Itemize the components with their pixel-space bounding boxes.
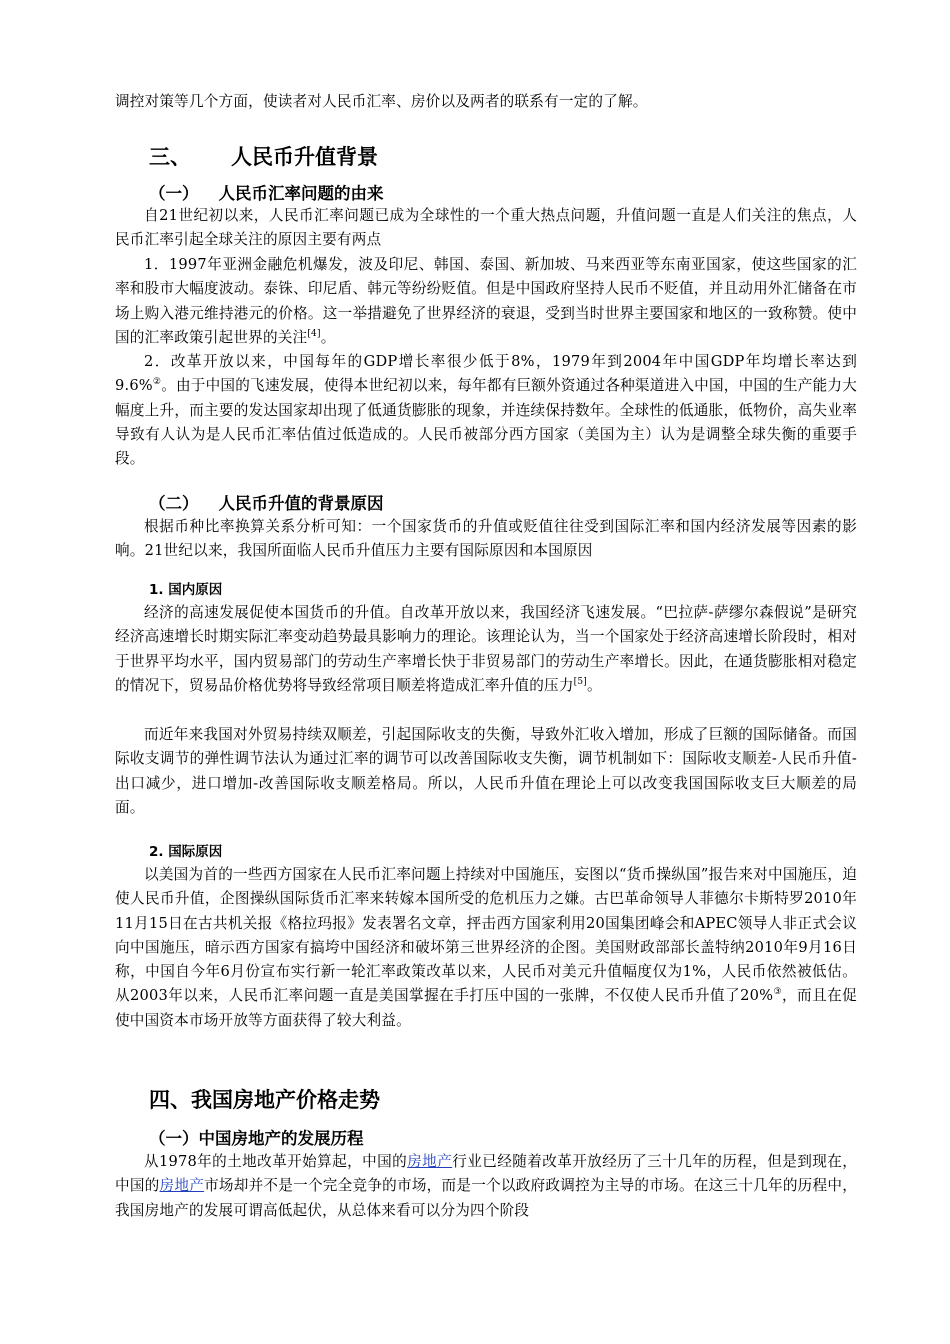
real-estate-link-2[interactable]: 房地产 xyxy=(159,1177,205,1195)
subsection-4-1-heading: （一）中国房地产的发展历程 xyxy=(149,1129,364,1148)
subsection-3-1-title: 人民币汇率问题的由来 xyxy=(218,184,384,203)
subsection-3-1-heading xyxy=(149,180,384,204)
real-estate-link-1[interactable]: 房地产 xyxy=(407,1153,453,1170)
section-4-1-text-b: 行业已经随着改革开放经历了三十几年的历程，但是到现在，中国的 xyxy=(115,1153,858,1195)
paragraph-4-1 xyxy=(115,1150,857,1223)
section-3-number: 三、 xyxy=(149,145,191,169)
subsection-3-2-heading xyxy=(149,490,384,514)
international-reasons-heading: 2. 国际原因 xyxy=(149,844,223,860)
citation-4: [4] xyxy=(307,329,321,340)
domestic-1-text-b: 。 xyxy=(586,676,602,694)
intro-paragraph-tail: 调控对策等几个方面，使读者对人民币汇率、房价以及两者的联系有一定的了解。 xyxy=(115,93,648,110)
paragraph-domestic-1 xyxy=(115,601,857,698)
domestic-reasons-heading: 1. 国内原因 xyxy=(149,582,223,598)
subsection-3-2-number: （二） xyxy=(149,494,199,513)
paragraph-international-1 xyxy=(115,863,857,1033)
international-1-text-b: ，而且在促使中国资本市场开放等方面获得了较大利益。 xyxy=(115,987,857,1029)
point-2-text-a: 2．改革开放以来，中国每年的GDP增长率很少低于8%，1979年到2004年中国GDP年均增长率达到9.6% xyxy=(115,353,857,395)
section-3-heading xyxy=(149,141,378,171)
paragraph-3-1-point-2 xyxy=(115,350,857,471)
subsection-3-2-title: 人民币升值的背景原因 xyxy=(218,494,384,513)
citation-5: [5] xyxy=(573,677,587,688)
footnote-2-marker: ② xyxy=(152,377,162,388)
point-1-text: 1．1997年亚洲金融危机爆发，波及印尼、韩国、泰国、新加坡、马来西亚等东南亚国家，使这些国家的汇率和股市大幅度波动。泰铢、印尼盾、韩元等纷纷贬值。但是中国政府坚持人民币不贬值，并且动用外汇储备在市场上购入港元维持港元的价格。这一举措避免了世界经济的衰退，受到当时世界主要国家和地区的一致称赞。使中国的汇率政策引起世界的关注 xyxy=(115,256,857,346)
paragraph-3-2-intro: 根据币种比率换算关系分析可知：一个国家货币的升值或贬值往往受到国际汇率和国内经济发展等因素的影响。21世纪以来，我国所面临人民币升值压力主要有国际原因和本国原因 xyxy=(115,518,857,560)
paragraph-domestic-2: 而近年来我国对外贸易持续双顺差，引起国际收支的失衡，导致外汇收入增加，形成了巨额的国际储备。而国际收支调节的弹性调节法认为通过汇率的调节可以改善国际收支失衡，调节机制如下：国际收支顺差-人民币升值-出口减少，进口增加-改善国际收支顺差格局。所以，人民币升值在理论上可以改变我国国际收支巨大顺差的局面。 xyxy=(115,726,857,816)
section-4-1-text-c: 市场却并不是一个完全竞争的市场，而是一个以政府政调控为主导的市场。在这三十几年的历程中，我国房地产的发展可谓高低起伏，从总体来看可以分为四个阶段 xyxy=(115,1177,857,1219)
paragraph-3-1-intro: 自21世纪初以来，人民币汇率问题已成为全球性的一个重大热点问题，升值问题一直是人们关注的焦点，人民币汇率引起全球关注的原因主要有两点 xyxy=(115,207,857,249)
subsection-3-1-number: （一） xyxy=(149,184,199,203)
section-3-title: 人民币升值背景 xyxy=(231,145,378,169)
point-2-text-b: 。由于中国的飞速发展，使得本世纪初以来，每年都有巨额外资通过各种渠道进入中国，中国的生产能力大幅度上升，而主要的发达国家却出现了低通货膨胀的现象，并连续保持数年。全球性的低通胀，低物价，高失业率导致有人认为是人民币汇率估值过低造成的。人民币被部分西方国家（美国为主）认为是调整全球失衡的重要手段。 xyxy=(115,377,857,468)
paragraph-3-1-point-1 xyxy=(115,253,857,350)
footnote-3-marker: ③ xyxy=(773,987,782,998)
international-1-text-a: 以美国为首的一些西方国家在人民币汇率问题上持续对中国施压，妄图以“货币操纵国”报告来对中国施压，迫使人民币升值，企图操纵国际货币汇率来转嫁本国所受的危机压力之嫌。古巴革命领导人菲德尔卡斯特罗2010年11月15日在古共机关报《格拉玛报》发表署名文章，抨击西方国家利用20国集团峰会和APEC领导人非正式会议向中国施压，暗示西方国家有搞垮中国经济和破坏第三世界经济的企图。美国财政部部长盖特纳2010年9月16日称，中国自今年6月份宣布实行新一轮汇率政策改革以来，人民币对美元升值幅度仅为1%，人民币依然被低估。从2003年以来，人民币汇率问题一直是美国掌握在手打压中国的一张牌，不仅使人民币升值了20% xyxy=(115,866,857,1005)
section-4-heading: 四、我国房地产价格走势 xyxy=(149,1088,380,1112)
section-4-1-text-a: 从1978年的土地改革开始算起，中国的 xyxy=(144,1153,408,1170)
domestic-1-text-a: 经济的高速发展促使本国货币的升值。自改革开放以来，我国经济飞速发展。“巴拉萨-萨缪尔森假说”是研究经济高速增长时期实际汇率变动趋势最具影响力的理论。该理论认为，当一个国家处于经济高速增长阶段时，相对于世界平均水平，国内贸易部门的劳动生产率增长快于非贸易部门的劳动生产率增长。因此，在通货膨胀相对稳定的情况下，贸易品价格优势将导致经常项目顺差将造成汇率升值的压力 xyxy=(115,604,857,694)
point-1-end: 。 xyxy=(320,328,336,346)
